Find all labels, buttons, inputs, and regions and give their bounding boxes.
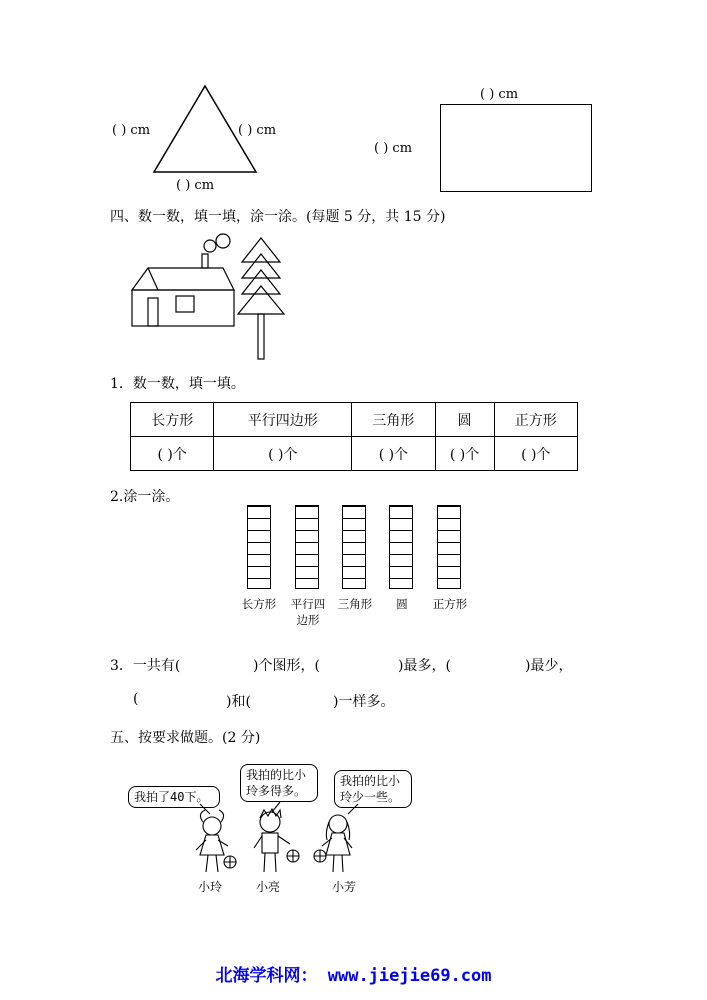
- q3-line1-part1: 3．一共有(: [110, 658, 181, 674]
- rectangle-left-label[interactable]: ( ) cm: [374, 141, 413, 156]
- child-name-xiaoliang: 小亮: [256, 880, 281, 894]
- footer-watermark[interactable]: 北海学科网： www.jiejie69.com: [215, 966, 492, 986]
- q3-line2-part3: )一样多。: [333, 694, 395, 710]
- bar-label-rectangle: 长方形: [241, 597, 277, 611]
- bar-grid-triangle[interactable]: [342, 505, 366, 589]
- child-name-xiaoling: 小玲: [198, 880, 223, 894]
- q1-title: 1．数一数，填一填。: [110, 376, 245, 392]
- q3-line2-part1: (: [133, 691, 139, 707]
- house-tree-illustration: [128, 232, 298, 362]
- answer-cell[interactable]: ( )个: [352, 437, 435, 471]
- speech-bubble-xiaoliang: 我拍的比小 玲多得多。: [240, 764, 318, 802]
- speech-bubble-xiaoling: 我拍了40下。: [128, 786, 220, 808]
- q3-line1-part3: )最多，(: [398, 658, 451, 674]
- q2-title: 2.涂一涂。: [110, 489, 180, 505]
- table-row: [131, 437, 578, 471]
- table-header-cell: 长方形: [131, 403, 214, 437]
- table-header-cell: 正方形: [494, 403, 577, 437]
- rectangle-top-label[interactable]: ( ) cm: [480, 87, 519, 102]
- q3-line2-part2: )和(: [226, 694, 251, 710]
- triangle-right-label[interactable]: ( ) cm: [238, 123, 277, 138]
- answer-cell[interactable]: ( )个: [214, 437, 352, 471]
- bar-label-circle: 圆: [396, 597, 408, 611]
- bar-label-triangle: 三角形: [337, 597, 373, 611]
- table-header-cell: 圆: [435, 403, 494, 437]
- q3-line1-part4: )最少，: [525, 658, 573, 674]
- speech-bubble-xiaofang: 我拍的比小 玲少一些。: [334, 770, 412, 808]
- child-name-xiaofang: 小芳: [332, 880, 357, 894]
- bar-grid-square[interactable]: [437, 505, 461, 589]
- section4-heading: 四、数一数，填一填，涂一涂。(每题 5 分，共 15 分): [110, 209, 446, 225]
- count-table: [130, 402, 578, 471]
- bar-grid-circle[interactable]: [389, 505, 413, 589]
- bar-label-square: 正方形: [432, 597, 468, 611]
- triangle-bottom-label[interactable]: ( ) cm: [176, 178, 215, 193]
- table-header-cell: 平行四边形: [214, 403, 352, 437]
- children-illustration: [180, 800, 380, 878]
- table-header-row: [131, 403, 578, 437]
- bar-grid-parallelogram[interactable]: [295, 505, 319, 589]
- answer-cell[interactable]: ( )个: [494, 437, 577, 471]
- section5-heading: 五、按要求做题。(2 分): [110, 730, 261, 746]
- answer-cell[interactable]: ( )个: [131, 437, 214, 471]
- bar-label-parallelogram: 平行四 边形: [290, 597, 326, 627]
- bar-grid-rectangle[interactable]: [247, 505, 271, 589]
- table-header-cell: 三角形: [352, 403, 435, 437]
- triangle-left-label[interactable]: ( ) cm: [112, 123, 151, 138]
- rectangle-figure: [440, 104, 592, 192]
- answer-cell[interactable]: ( )个: [435, 437, 494, 471]
- q3-line1-part2: )个图形，(: [253, 658, 320, 674]
